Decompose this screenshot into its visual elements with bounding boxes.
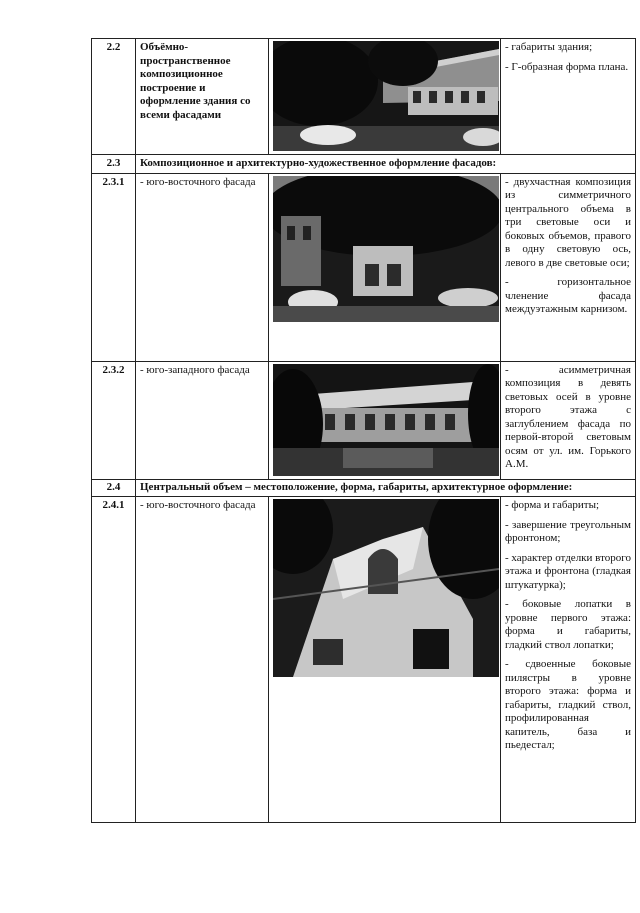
photo-cell [269,173,501,361]
photo-cell [269,497,501,823]
table-row [92,39,636,155]
table-row [92,479,636,497]
description-item: - завершение треугольным фронтоном; [505,518,631,544]
row-number: 2.4.1 [92,497,136,823]
element-description [501,497,636,823]
building-photo [273,176,499,322]
building-photo [273,364,499,476]
description-item: - габариты здания; [505,41,593,53]
description-item: - характер отделки второго этажа и фронтона (гладкая штукатурка); [505,551,631,591]
description-item: - боковые лопатки в уровне первого этажа: форма и габариты, гладкий ствол лопатки; [505,598,631,651]
element-name: - юго-восточного фасада [136,497,269,823]
building-photo [273,41,499,151]
row-number: 2.2 [92,39,136,155]
photo-cell [269,39,501,155]
row-number: 2.3.2 [92,361,136,479]
section-heading: Композиционное и архитектурно-художественное оформление фасадов: [136,155,636,174]
table-row [92,497,636,823]
element-name: - юго-западного фасада [136,361,269,479]
section-heading: Центральный объем – местоположение, форма, габариты, архитектурное оформление: [136,479,636,497]
building-photo [273,499,499,677]
description-item: - двухчастная композиция из симметричного центрального объема в три световые оси и боковых объемов, правого в одну световую ось, левого в две световые оси; [505,175,631,269]
protected-elements-table [91,38,636,823]
element-description [501,361,636,479]
element-description [501,173,636,361]
photo-cell [269,361,501,479]
row-number: 2.4 [92,479,136,497]
description-item: - горизонтальное членение фасада междуэтажным карнизом. [505,276,631,315]
description-item: - сдвоенные боковые пилястры в уровне второго этажа: форма и габариты, гладкий ствол, профилированная капитель, база и пьедестал; [505,658,631,751]
table-row [92,155,636,174]
description-item: - асимметричная композиция в девять световых осей в уровне второго этажа с заглублением фасада по первой-второй световым осям от ул. им. Горького А.М. [505,363,631,470]
row-number: 2.3 [92,155,136,174]
element-name: Объёмно-пространственное композиционное построение и оформление здания со всеми фасадами [136,39,269,155]
row-number: 2.3.1 [92,173,136,361]
element-name: - юго-восточного фасада [136,173,269,361]
description-item: - Г-образная форма плана. [505,60,629,73]
table-row [92,361,636,479]
element-description [501,39,636,155]
description-item: - форма и габариты; [505,499,600,511]
table-row [92,173,636,361]
